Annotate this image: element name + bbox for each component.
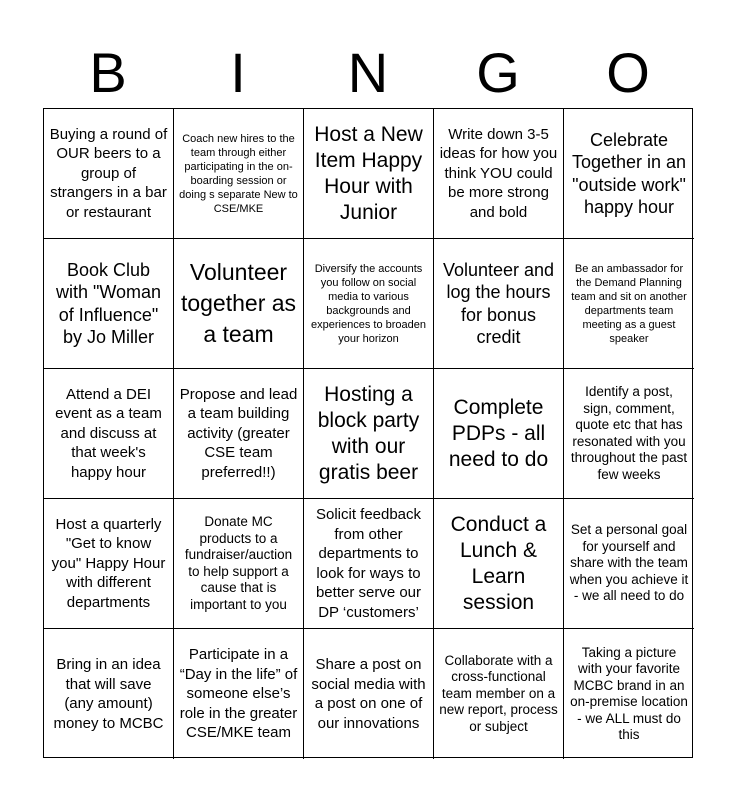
header-letter-b: B <box>89 41 127 104</box>
bingo-cell-r5-c1[interactable] <box>44 629 174 759</box>
cell-text: Share a post on social media with a post on one of our innovations <box>311 656 426 732</box>
bingo-cell-r1-c2[interactable] <box>174 109 304 239</box>
cell-text: Conduct a Lunch & Learn session <box>450 512 547 614</box>
bingo-cell-r4-c5[interactable] <box>564 499 694 629</box>
bingo-cell-r1-c5[interactable] <box>564 109 694 239</box>
bingo-cell-r2-c1[interactable] <box>44 239 174 369</box>
cell-text: Volunteer and log the hours for bonus credit <box>442 259 555 347</box>
cell-text: Host a quarterly "Get to know you" Happy Hour with different departments <box>51 515 166 611</box>
bingo-cell-r4-c2[interactable] <box>174 499 304 629</box>
cell-text: Collaborate with a cross-functional team member on a new report, process or subject <box>439 652 558 734</box>
cell-text: Participate in a “Day in the life” of someone else’s role in the greater CSE/MKE team <box>179 646 298 742</box>
bingo-cell-r2-c4[interactable] <box>434 239 564 369</box>
bingo-cell-r3-c4[interactable] <box>434 369 564 499</box>
bingo-cell-r1-c3[interactable] <box>304 109 434 239</box>
bingo-board <box>43 108 693 758</box>
cell-text: Buying a round of OUR beers to a group of strangers in a bar or restaurant <box>49 125 168 221</box>
cell-text: Be an ambassador for the Demand Planning team and sit on another departments team meeting as a guest speaker <box>571 262 687 345</box>
header-letter-g: G <box>476 41 520 104</box>
bingo-cell-r2-c3[interactable] <box>304 239 434 369</box>
cell-text: Write down 3-5 ideas for how you think YOU could be more strong and bold <box>439 125 558 221</box>
bingo-cell-r1-c1[interactable] <box>44 109 174 239</box>
bingo-cell-r5-c4[interactable] <box>434 629 564 759</box>
bingo-cell-r3-c3[interactable] <box>304 369 434 499</box>
cell-text: Bring in an idea that will save (any amount) money to MCBC <box>53 656 164 732</box>
bingo-cell-r4-c4[interactable] <box>434 499 564 629</box>
header-letter-o: O <box>606 41 650 104</box>
cell-text: Celebrate Together in an "outside work" happy hour <box>571 129 687 217</box>
cell-text: Attend a DEI event as a team and discuss at that week's happy hour <box>55 385 162 481</box>
bingo-cell-r3-c2[interactable] <box>174 369 304 499</box>
cell-text: Taking a picture with your favorite MCBC brand in an on-premise location - we ALL must do this <box>570 644 688 742</box>
header-letter-n: N <box>347 41 389 104</box>
cell-text: Set a personal goal for yourself and share with the team when you achieve it - we all need to do <box>569 522 689 604</box>
bingo-cell-r4-c1[interactable] <box>44 499 174 629</box>
bingo-cell-r1-c4[interactable] <box>434 109 564 239</box>
bingo-cell-r5-c5[interactable] <box>564 629 694 759</box>
bingo-cell-r5-c2[interactable] <box>174 629 304 759</box>
bingo-cell-r2-c2[interactable] <box>174 239 304 369</box>
cell-text: Solicit feedback from other departments to look for ways to better serve our DP ‘customers’ <box>315 506 422 621</box>
bingo-cell-r4-c3[interactable] <box>304 499 434 629</box>
cell-text: Propose and lead a team building activity (greater CSE team preferred!!) <box>179 385 298 481</box>
cell-text: Host a New Item Happy Hour with Junior <box>314 122 423 224</box>
cell-text: Hosting a block party with our gratis beer <box>317 382 420 484</box>
bingo-header <box>43 40 693 106</box>
cell-text: Coach new hires to the team through either participating in the on-boarding session or doing s separate New to CSE/MKE <box>179 132 298 215</box>
bingo-cell-r3-c5[interactable] <box>564 369 694 499</box>
cell-text: Identify a post, sign, comment, quote etc that has resonated with you throughout the past few weeks <box>570 384 688 482</box>
bingo-cell-r5-c3[interactable] <box>304 629 434 759</box>
bingo-cell-r3-c1[interactable] <box>44 369 174 499</box>
cell-text: Book Club with "Woman of Influence" by Jo Miller <box>55 259 162 347</box>
cell-text: Diversify the accounts you follow on social media to various backgrounds and experiences to broaden your horizon <box>311 262 426 345</box>
cell-text: Volunteer together as a team <box>180 259 297 347</box>
cell-text: Donate MC products to a fundraiser/auction to help support a cause that is important to you <box>184 514 293 612</box>
header-letter-i: I <box>230 41 246 104</box>
cell-text: Complete PDPs - all need to do <box>448 395 549 471</box>
bingo-cell-r2-c5[interactable] <box>564 239 694 369</box>
